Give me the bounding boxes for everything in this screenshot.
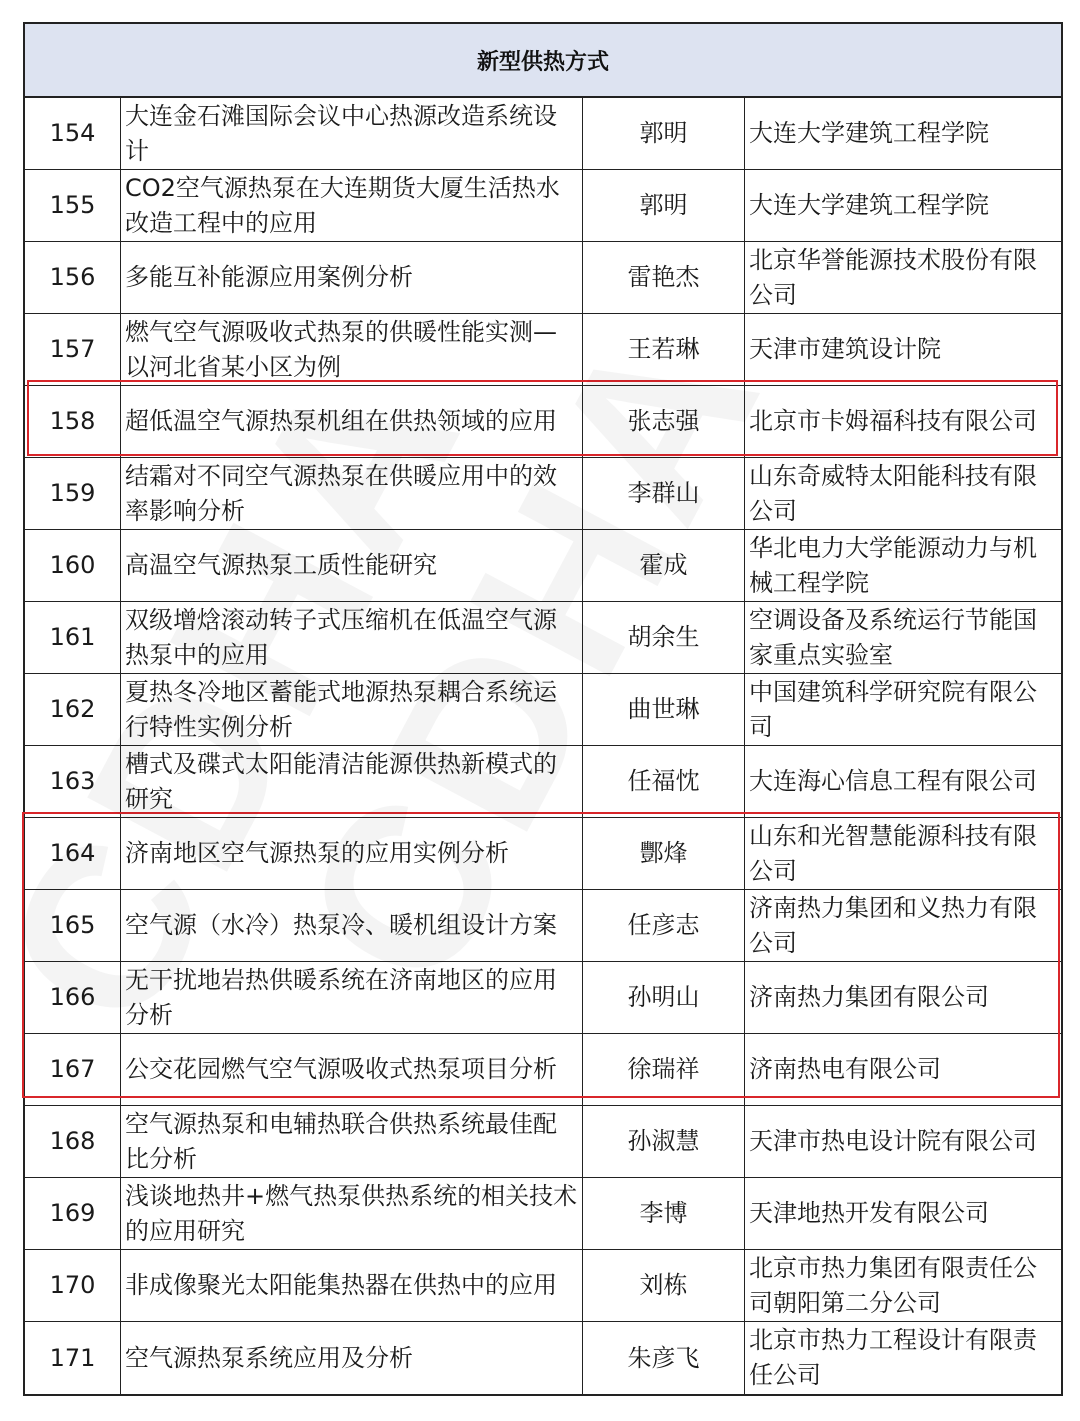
table-row <box>25 314 1061 386</box>
author-name: 李博 <box>583 1178 745 1249</box>
author-name: 酆烽 <box>583 818 745 889</box>
paper-title: 燃气空气源吸收式热泵的供暖性能实测—以河北省某小区为例 <box>121 314 583 385</box>
author-name: 王若琳 <box>583 314 745 385</box>
row-number: 162 <box>25 674 121 745</box>
table-row <box>25 818 1061 890</box>
row-number: 160 <box>25 530 121 601</box>
organization: 大连大学建筑工程学院 <box>749 191 989 219</box>
paper-title: 公交花园燃气空气源吸收式热泵项目分析 <box>121 1034 583 1105</box>
paper-title: 空气源热泵系统应用及分析 <box>121 1322 583 1394</box>
row-number: 156 <box>25 242 121 313</box>
table-row <box>25 746 1061 818</box>
paper-title: 无干扰地岩热供暖系统在济南地区的应用分析 <box>121 962 583 1033</box>
table-row <box>25 386 1061 458</box>
organization: 济南热力集团和义热力有限公司 <box>749 893 1037 957</box>
organization: 空调设备及系统运行节能国家重点实验室 <box>749 605 1037 669</box>
author-name: 霍成 <box>583 530 745 601</box>
table-header: 新型供热方式 <box>25 24 1061 98</box>
table-row <box>25 890 1061 962</box>
table-row <box>25 1250 1061 1322</box>
organization: 济南热电有限公司 <box>749 1055 941 1083</box>
author-name: 张志强 <box>583 386 745 457</box>
paper-title: 夏热冬冷地区蓄能式地源热泵耦合系统运行特性实例分析 <box>121 674 583 745</box>
paper-title: 非成像聚光太阳能集热器在供热中的应用 <box>121 1250 583 1321</box>
row-number: 169 <box>25 1178 121 1249</box>
paper-title: CO2空气源热泵在大连期货大厦生活热水改造工程中的应用 <box>121 170 583 241</box>
author-name: 郭明 <box>583 170 745 241</box>
author-name: 刘栋 <box>583 1250 745 1321</box>
author-name: 孙明山 <box>583 962 745 1033</box>
organization: 天津市建筑设计院 <box>749 335 941 363</box>
row-number: 161 <box>25 602 121 673</box>
organization: 北京华誉能源技术股份有限公司 <box>749 245 1037 309</box>
organization: 山东奇威特太阳能科技有限公司 <box>749 461 1037 525</box>
organization: 天津市热电设计院有限公司 <box>749 1127 1037 1155</box>
table-row <box>25 1034 1061 1106</box>
table-row <box>25 1106 1061 1178</box>
row-number: 158 <box>25 386 121 457</box>
author-name: 任彦志 <box>583 890 745 961</box>
row-number: 157 <box>25 314 121 385</box>
author-name: 李群山 <box>583 458 745 529</box>
organization: 北京市热力集团有限责任公司朝阳第二分公司 <box>749 1253 1037 1317</box>
paper-title: 槽式及碟式太阳能清洁能源供热新模式的研究 <box>121 746 583 817</box>
organization: 北京市卡姆福科技有限公司 <box>749 407 1037 435</box>
table-row <box>25 674 1061 746</box>
paper-title: 高温空气源热泵工质性能研究 <box>121 530 583 601</box>
paper-title: 浅谈地热井+燃气热泵供热系统的相关技术的应用研究 <box>121 1178 583 1249</box>
table-row <box>25 602 1061 674</box>
table-row <box>25 98 1061 170</box>
row-number: 166 <box>25 962 121 1033</box>
row-number: 159 <box>25 458 121 529</box>
author-name: 朱彦飞 <box>583 1322 745 1394</box>
paper-title: 空气源热泵和电辅热联合供热系统最佳配比分析 <box>121 1106 583 1177</box>
row-number: 155 <box>25 170 121 241</box>
organization: 大连大学建筑工程学院 <box>749 119 989 147</box>
paper-title: 空气源（水冷）热泵冷、暖机组设计方案 <box>121 890 583 961</box>
row-number: 167 <box>25 1034 121 1105</box>
author-name: 曲世琳 <box>583 674 745 745</box>
author-name: 孙淑慧 <box>583 1106 745 1177</box>
paper-title: 超低温空气源热泵机组在供热领域的应用 <box>121 386 583 457</box>
row-number: 170 <box>25 1250 121 1321</box>
organization: 济南热力集团有限公司 <box>749 983 989 1011</box>
paper-title: 多能互补能源应用案例分析 <box>121 242 583 313</box>
paper-title: 大连金石滩国际会议中心热源改造系统设计 <box>121 98 583 169</box>
row-number: 165 <box>25 890 121 961</box>
table-body <box>25 98 1061 1394</box>
author-name: 胡余生 <box>583 602 745 673</box>
papers-table <box>23 22 1063 1396</box>
author-name: 雷艳杰 <box>583 242 745 313</box>
organization: 山东和光智慧能源科技有限公司 <box>749 821 1037 885</box>
table-row <box>25 458 1061 530</box>
organization: 北京市热力工程设计有限责任公司 <box>749 1326 1037 1389</box>
organization: 大连海心信息工程有限公司 <box>749 767 1037 795</box>
row-number: 163 <box>25 746 121 817</box>
author-name: 徐瑞祥 <box>583 1034 745 1105</box>
organization: 华北电力大学能源动力与机械工程学院 <box>749 533 1037 597</box>
author-name: 郭明 <box>583 98 745 169</box>
row-number: 171 <box>25 1322 121 1394</box>
organization: 天津地热开发有限公司 <box>749 1199 989 1227</box>
author-name: 任福忱 <box>583 746 745 817</box>
table-row <box>25 1178 1061 1250</box>
paper-title: 结霜对不同空气源热泵在供暖应用中的效率影响分析 <box>121 458 583 529</box>
paper-title: 济南地区空气源热泵的应用实例分析 <box>121 818 583 889</box>
table-row <box>25 242 1061 314</box>
table-row <box>25 170 1061 242</box>
table-row <box>25 962 1061 1034</box>
organization: 中国建筑科学研究院有限公司 <box>749 677 1037 741</box>
paper-title: 双级增焓滚动转子式压缩机在低温空气源热泵中的应用 <box>121 602 583 673</box>
row-number: 164 <box>25 818 121 889</box>
table-row <box>25 530 1061 602</box>
table-row <box>25 1322 1061 1394</box>
row-number: 168 <box>25 1106 121 1177</box>
row-number: 154 <box>25 98 121 169</box>
